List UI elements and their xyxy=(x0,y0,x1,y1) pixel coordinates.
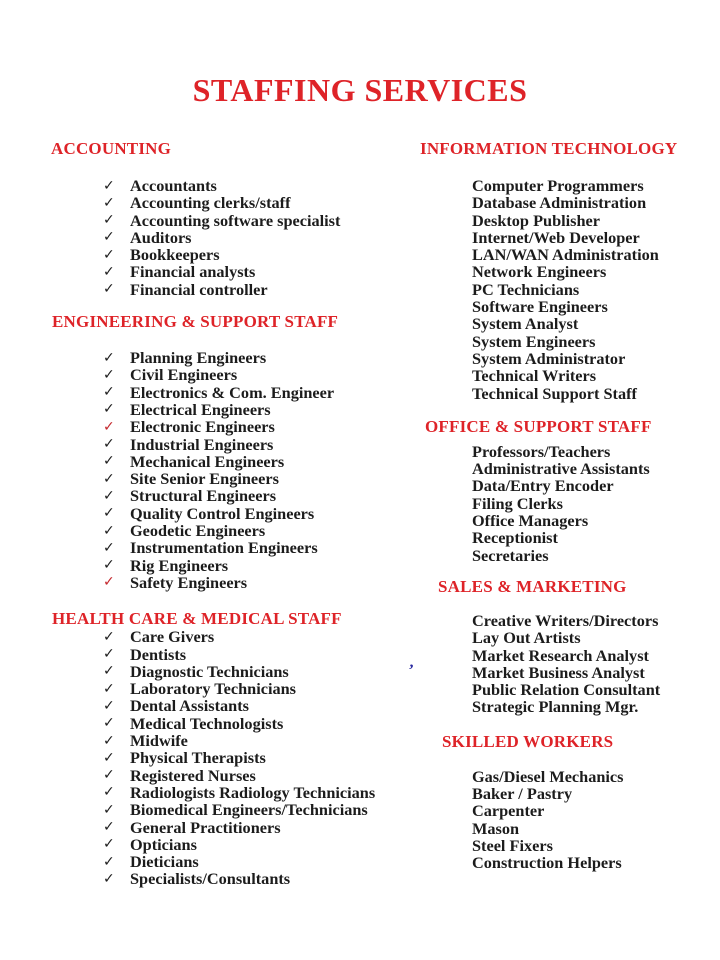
list-item xyxy=(418,477,713,494)
checkmark-icon: ✓ xyxy=(103,349,115,366)
item-label: Planning Engineers xyxy=(130,348,267,368)
item-label: Structural Engineers xyxy=(130,486,277,506)
list-item xyxy=(418,529,713,546)
item-label: Rig Engineers xyxy=(130,555,229,575)
item-label: Accounting clerks/staff xyxy=(130,193,291,213)
list-item xyxy=(418,350,713,367)
item-label: Midwife xyxy=(130,731,188,751)
item-label: Medical Technologists xyxy=(130,713,284,733)
item-label: Quality Control Engineers xyxy=(130,503,315,523)
checkmark-icon: ✓ xyxy=(103,177,115,194)
list-item xyxy=(50,680,410,697)
section-heading: INFORMATION TECHNOLOGY xyxy=(420,139,678,158)
item-label: Public Relation Consultant xyxy=(472,680,661,700)
item-label: Creative Writers/Directors xyxy=(472,610,659,630)
item-label: Professors/Teachers xyxy=(472,441,611,461)
item-label: Network Engineers xyxy=(472,262,607,282)
list-item xyxy=(50,767,410,784)
section-heading: HEALTH CARE & MEDICAL STAFF xyxy=(52,609,342,629)
item-label: Diagnostic Technicians xyxy=(130,661,289,681)
list-item xyxy=(50,384,410,401)
list-item xyxy=(50,557,410,574)
list-item xyxy=(418,229,713,246)
checkmark-icon: ✓ xyxy=(103,628,115,645)
section-engineering-support-staff xyxy=(50,313,410,591)
page-title: STAFFING SERVICES xyxy=(192,72,528,108)
list-item xyxy=(50,732,410,749)
list-item xyxy=(418,333,713,350)
list-item xyxy=(50,194,410,211)
item-label: Lay Out Artists xyxy=(472,628,581,648)
section-heading: SKILLED WORKERS xyxy=(442,731,614,751)
item-label: PC Technicians xyxy=(472,279,580,299)
item-label: Construction Helpers xyxy=(472,853,622,873)
list-item xyxy=(418,367,713,384)
item-label: Dental Assistants xyxy=(130,696,249,716)
checkmark-icon: ✓ xyxy=(103,401,115,418)
list-item xyxy=(50,663,410,680)
checkmark-icon: ✓ xyxy=(103,487,115,504)
checkmark-icon: ✓ xyxy=(103,194,115,211)
item-label: Electrical Engineers xyxy=(130,399,271,419)
item-label: Radiologists Radiology Technicians xyxy=(130,782,376,802)
section-sales-marketing xyxy=(418,578,713,716)
list-item xyxy=(50,487,410,504)
checkmark-icon: ✓ xyxy=(103,819,115,835)
stray-ink-mark: ’ xyxy=(406,661,415,680)
item-label: Dieticians xyxy=(130,852,199,872)
section-heading: ENGINEERING & SUPPORT STAFF xyxy=(52,312,339,332)
checkmark-icon: ✓ xyxy=(103,646,115,663)
item-label: Secretaries xyxy=(472,545,549,565)
list-item xyxy=(50,505,410,522)
right-column xyxy=(418,140,713,872)
list-item xyxy=(418,495,713,512)
item-label: Internet/Web Developer xyxy=(472,227,640,247)
list-item xyxy=(50,263,410,280)
section-health-care-medical-staff xyxy=(50,610,410,887)
list-item xyxy=(50,749,410,766)
list-item xyxy=(50,246,410,263)
item-label: Opticians xyxy=(130,834,197,854)
checkmark-icon: ✓ xyxy=(103,697,115,714)
checkmark-icon: ✓ xyxy=(103,246,115,263)
section-accounting xyxy=(50,140,410,298)
checkmark-icon: ✓ xyxy=(103,453,115,470)
checkmark-icon: ✓ xyxy=(103,436,115,453)
item-label: Accounting software specialist xyxy=(130,210,341,230)
list-item xyxy=(50,784,410,801)
item-label: Software Engineers xyxy=(472,297,608,317)
item-label: Instrumentation Engineers xyxy=(130,538,318,558)
item-label: Financial analysts xyxy=(130,262,256,282)
item-label: Biomedical Engineers/Technicians xyxy=(130,800,368,820)
item-label: Civil Engineers xyxy=(130,365,238,385)
list-item xyxy=(418,246,713,263)
item-label: Desktop Publisher xyxy=(472,210,601,230)
item-label: Carpenter xyxy=(472,801,545,821)
item-label: Computer Programmers xyxy=(472,176,644,195)
item-label: Market Business Analyst xyxy=(472,662,645,682)
item-label: Strategic Planning Mgr. xyxy=(472,697,639,717)
list-item xyxy=(418,698,713,715)
list-item xyxy=(50,574,410,591)
list-item xyxy=(418,647,713,664)
list-item xyxy=(418,547,713,564)
checkmark-icon: ✓ xyxy=(103,263,115,280)
section-information-technology xyxy=(418,140,713,402)
item-label: Receptionist xyxy=(472,528,558,548)
checkmark-icon: ✓ xyxy=(103,663,115,680)
list-item xyxy=(418,460,713,477)
list-item xyxy=(418,785,713,802)
section-item-list xyxy=(418,177,713,402)
list-item xyxy=(418,212,713,229)
item-label: Gas/Diesel Mechanics xyxy=(472,766,624,786)
section-heading: SALES & MARKETING xyxy=(438,576,627,596)
list-item xyxy=(418,385,713,402)
item-label: Market Research Analyst xyxy=(472,645,649,665)
item-label: Site Senior Engineers xyxy=(130,469,279,489)
item-label: Care Givers xyxy=(130,627,215,647)
item-label: Technical Writers xyxy=(472,366,597,386)
item-label: Safety Engineers xyxy=(130,572,248,592)
item-label: System Analyst xyxy=(472,314,579,334)
list-item xyxy=(418,612,713,629)
list-item xyxy=(50,212,410,229)
list-item xyxy=(50,177,410,194)
list-item xyxy=(418,263,713,280)
section-heading: ACCOUNTING xyxy=(51,139,172,158)
checkmark-icon: ✓ xyxy=(103,366,115,383)
item-label: Dentists xyxy=(130,644,187,664)
checkmark-icon: ✓ xyxy=(103,732,115,749)
section-item-list xyxy=(50,349,410,591)
list-item xyxy=(418,837,713,854)
item-label: Data/Entry Encoder xyxy=(472,476,614,496)
item-label: Technical Support Staff xyxy=(472,383,637,403)
list-item xyxy=(418,298,713,315)
list-item xyxy=(418,443,713,460)
item-label: Industrial Engineers xyxy=(130,434,274,454)
list-item xyxy=(50,470,410,487)
checkmark-icon: ✓ xyxy=(103,715,115,732)
item-label: Auditors xyxy=(130,227,192,247)
left-column xyxy=(50,140,410,888)
checkmark-icon: ✓ xyxy=(103,574,115,591)
checkmark-icon: ✓ xyxy=(103,229,115,246)
section-item-list xyxy=(418,768,713,872)
item-label: Office Managers xyxy=(472,511,589,531)
list-item xyxy=(418,664,713,681)
item-label: Laboratory Technicians xyxy=(130,679,296,699)
list-item xyxy=(50,418,410,435)
list-item xyxy=(50,697,410,714)
item-label: Filing Clerks xyxy=(472,493,563,513)
section-item-list xyxy=(418,612,713,716)
checkmark-icon: ✓ xyxy=(103,853,115,870)
list-item xyxy=(50,836,410,853)
list-item xyxy=(50,646,410,663)
checkmark-icon: ✓ xyxy=(103,557,115,574)
section-heading: OFFICE & SUPPORT STAFF xyxy=(425,416,652,436)
checkmark-icon: ✓ xyxy=(103,767,115,784)
item-label: Administrative Assistants xyxy=(472,459,650,479)
list-item xyxy=(50,628,410,645)
section-item-list xyxy=(50,177,410,298)
checkmark-icon: ✓ xyxy=(103,505,115,522)
item-label: Database Administration xyxy=(472,193,647,213)
checkmark-icon: ✓ xyxy=(103,418,115,435)
item-label: Geodetic Engineers xyxy=(130,521,266,541)
list-item xyxy=(418,512,713,529)
list-item xyxy=(50,281,410,298)
item-label: System Engineers xyxy=(472,331,596,351)
item-label: Mason xyxy=(472,818,520,838)
list-item xyxy=(418,820,713,837)
checkmark-icon: ✓ xyxy=(103,281,115,298)
list-item xyxy=(50,349,410,366)
item-label: General Practitioners xyxy=(130,817,281,837)
item-label: Electronic Engineers xyxy=(130,417,275,437)
list-item xyxy=(50,229,410,246)
list-item xyxy=(50,870,410,887)
item-label: Financial controller xyxy=(130,279,268,299)
item-label: Physical Therapists xyxy=(130,748,266,768)
list-item xyxy=(418,681,713,698)
checkmark-icon: ✓ xyxy=(103,680,115,697)
list-item xyxy=(50,539,410,556)
list-item xyxy=(50,801,410,818)
list-item xyxy=(50,436,410,453)
list-item xyxy=(418,768,713,785)
list-item xyxy=(50,819,410,836)
item-label: Mechanical Engineers xyxy=(130,451,285,471)
checkmark-icon: ✓ xyxy=(103,470,115,487)
checkmark-icon: ✓ xyxy=(103,539,115,556)
list-item xyxy=(418,315,713,332)
item-label: Accountants xyxy=(130,176,217,195)
checkmark-icon: ✓ xyxy=(103,749,115,766)
list-item xyxy=(418,854,713,871)
list-item xyxy=(418,629,713,646)
list-item xyxy=(418,802,713,819)
item-label: Steel Fixers xyxy=(472,835,553,855)
section-office-support-staff xyxy=(418,418,713,564)
item-label: LAN/WAN Administration xyxy=(472,245,659,265)
list-item xyxy=(50,401,410,418)
item-label: Registered Nurses xyxy=(130,765,256,785)
list-item xyxy=(418,281,713,298)
list-item xyxy=(418,194,713,211)
section-skilled-workers xyxy=(418,733,713,872)
item-label: Baker / Pastry xyxy=(472,784,573,804)
checkmark-icon: ✓ xyxy=(103,801,115,818)
list-item xyxy=(50,366,410,383)
checkmark-icon: ✓ xyxy=(103,836,115,853)
item-label: Electronics & Com. Engineer xyxy=(130,382,335,402)
checkmark-icon: ✓ xyxy=(103,522,115,539)
list-item xyxy=(50,453,410,470)
list-item xyxy=(418,177,713,194)
item-label: Specialists/Consultants xyxy=(130,869,291,889)
checkmark-icon: ✓ xyxy=(103,212,115,229)
item-label: System Administrator xyxy=(472,348,626,368)
checkmark-icon: ✓ xyxy=(103,870,115,887)
list-item xyxy=(50,715,410,732)
section-item-list xyxy=(50,628,410,887)
list-item xyxy=(50,853,410,870)
item-label: Bookkeepers xyxy=(130,245,220,265)
checkmark-icon: ✓ xyxy=(103,784,115,801)
checkmark-icon: ✓ xyxy=(103,384,115,401)
section-item-list xyxy=(418,443,713,564)
list-item xyxy=(50,522,410,539)
